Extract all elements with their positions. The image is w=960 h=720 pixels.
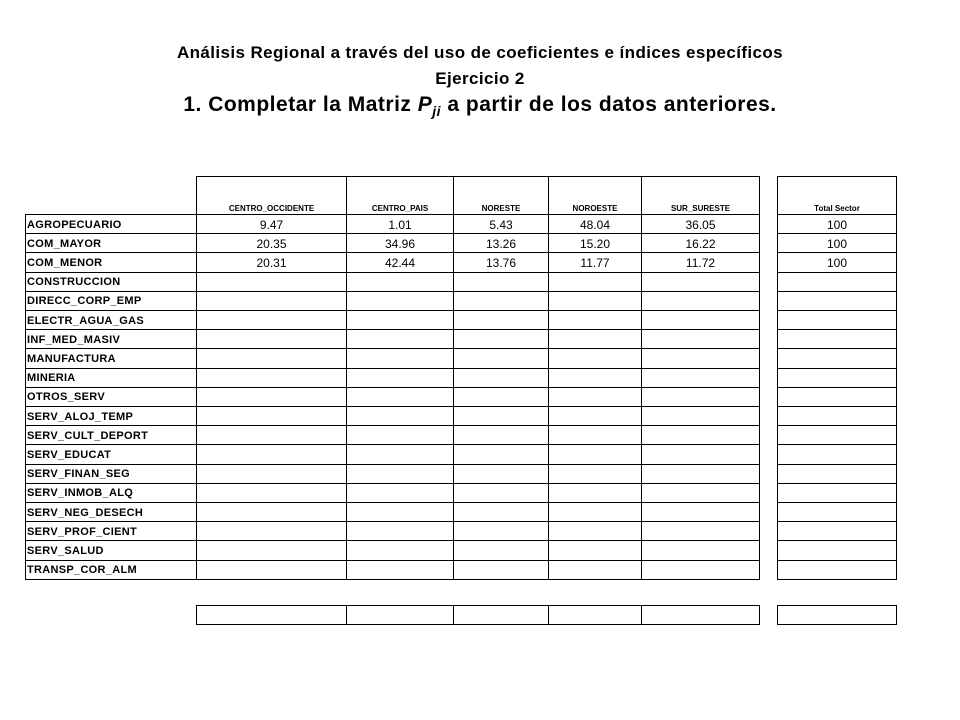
column-total-cell[interactable] — [641, 605, 760, 625]
value-cell[interactable] — [196, 521, 346, 541]
value-cell[interactable] — [346, 425, 453, 445]
value-cell[interactable] — [453, 272, 548, 292]
total-cell[interactable]: 100 — [777, 214, 897, 234]
value-cell[interactable] — [453, 483, 548, 503]
value-cell[interactable] — [548, 540, 641, 560]
value-cell[interactable] — [453, 444, 548, 464]
value-cell[interactable] — [548, 483, 641, 503]
value-cell[interactable] — [453, 560, 548, 580]
value-cell[interactable] — [641, 521, 760, 541]
row-label: AGROPECUARIO — [25, 214, 196, 234]
value-cell[interactable] — [641, 464, 760, 484]
total-cell[interactable] — [777, 540, 897, 560]
row-label: SERV_CULT_DEPORT — [25, 425, 196, 445]
value-cell[interactable] — [641, 310, 760, 330]
value-cell[interactable] — [641, 406, 760, 426]
row-label: SERV_NEG_DESECH — [25, 502, 196, 522]
value-cell[interactable] — [196, 348, 346, 368]
title-line-3-prefix: 1. Completar la Matriz — [183, 93, 418, 116]
value-cell[interactable] — [641, 483, 760, 503]
value-cell[interactable] — [453, 406, 548, 426]
row-label: SERV_FINAN_SEG — [25, 464, 196, 484]
value-cell[interactable]: 9.47 — [196, 214, 346, 234]
value-cell[interactable]: 15.20 — [548, 233, 641, 253]
total-cell[interactable] — [777, 406, 897, 426]
total-cell[interactable] — [777, 464, 897, 484]
value-cell[interactable]: 48.04 — [548, 214, 641, 234]
column-total-cell[interactable] — [346, 605, 453, 625]
value-cell[interactable]: 20.35 — [196, 233, 346, 253]
row-label: MANUFACTURA — [25, 348, 196, 368]
row-label: SERV_PROF_CIENT — [25, 521, 196, 541]
value-cell[interactable] — [641, 272, 760, 292]
value-cell[interactable] — [641, 425, 760, 445]
value-cell[interactable] — [548, 291, 641, 311]
title-line-2: Ejercicio 2 — [435, 69, 525, 88]
value-cell[interactable] — [196, 464, 346, 484]
total-cell[interactable] — [777, 272, 897, 292]
value-cell[interactable] — [346, 483, 453, 503]
value-cell[interactable] — [641, 387, 760, 407]
row-label: OTROS_SERV — [25, 387, 196, 407]
value-cell[interactable] — [196, 560, 346, 580]
value-cell[interactable] — [548, 272, 641, 292]
value-cell[interactable]: 11.77 — [548, 252, 641, 272]
total-cell[interactable] — [777, 483, 897, 503]
row-label: SERV_INMOB_ALQ — [25, 483, 196, 503]
value-cell[interactable] — [453, 540, 548, 560]
value-cell[interactable] — [196, 444, 346, 464]
column-header: CENTRO_OCCIDENTE — [196, 176, 346, 214]
value-cell[interactable]: 36.05 — [641, 214, 760, 234]
column-total-cell[interactable] — [196, 605, 346, 625]
total-cell[interactable] — [777, 502, 897, 522]
value-cell[interactable] — [641, 291, 760, 311]
total-cell[interactable] — [777, 329, 897, 349]
value-cell[interactable] — [346, 464, 453, 484]
value-cell[interactable] — [453, 464, 548, 484]
value-cell[interactable] — [453, 348, 548, 368]
value-cell[interactable] — [346, 272, 453, 292]
value-cell[interactable] — [548, 425, 641, 445]
value-cell[interactable] — [346, 521, 453, 541]
total-cell[interactable] — [777, 425, 897, 445]
total-cell[interactable] — [777, 348, 897, 368]
value-cell[interactable] — [548, 521, 641, 541]
value-cell[interactable] — [641, 329, 760, 349]
value-cell[interactable] — [641, 560, 760, 580]
value-cell[interactable]: 1.01 — [346, 214, 453, 234]
value-cell[interactable] — [196, 291, 346, 311]
total-cell[interactable] — [777, 310, 897, 330]
value-cell[interactable]: 5.43 — [453, 214, 548, 234]
total-cell[interactable] — [777, 368, 897, 388]
value-cell[interactable] — [641, 502, 760, 522]
value-cell[interactable] — [641, 540, 760, 560]
value-cell[interactable] — [346, 291, 453, 311]
row-label: SERV_EDUCAT — [25, 444, 196, 464]
value-cell[interactable]: 20.31 — [196, 252, 346, 272]
value-cell[interactable] — [346, 387, 453, 407]
value-cell[interactable] — [453, 368, 548, 388]
value-cell[interactable] — [196, 540, 346, 560]
value-cell[interactable] — [548, 464, 641, 484]
value-cell[interactable] — [346, 444, 453, 464]
value-cell[interactable] — [196, 502, 346, 522]
value-cell[interactable] — [196, 406, 346, 426]
title-line-3 — [0, 93, 960, 119]
title-line-1: Análisis Regional a través del uso de coeficientes e índices específicos — [176, 43, 784, 62]
row-label: ELECTR_AGUA_GAS — [25, 310, 196, 330]
column-header: NORESTE — [453, 176, 548, 214]
value-cell[interactable] — [346, 406, 453, 426]
value-cell[interactable] — [196, 368, 346, 388]
value-cell[interactable] — [641, 348, 760, 368]
row-label: SERV_SALUD — [25, 540, 196, 560]
value-cell[interactable] — [196, 483, 346, 503]
value-cell[interactable] — [453, 329, 548, 349]
row-label: MINERIA — [25, 368, 196, 388]
column-header: NOROESTE — [548, 176, 641, 214]
value-cell[interactable] — [548, 387, 641, 407]
total-cell[interactable] — [777, 521, 897, 541]
value-cell[interactable] — [548, 348, 641, 368]
total-sector-header: Total Sector — [777, 176, 897, 214]
column-total-cell[interactable] — [453, 605, 548, 625]
value-cell[interactable] — [196, 272, 346, 292]
grand-total-cell[interactable] — [777, 605, 897, 625]
value-cell[interactable] — [548, 368, 641, 388]
value-cell[interactable] — [346, 329, 453, 349]
value-cell[interactable] — [196, 425, 346, 445]
value-cell[interactable]: 13.26 — [453, 233, 548, 253]
total-cell[interactable] — [777, 444, 897, 464]
value-cell[interactable] — [346, 502, 453, 522]
value-cell[interactable] — [453, 502, 548, 522]
column-header: SUR_SURESTE — [641, 176, 760, 214]
value-cell[interactable] — [453, 291, 548, 311]
value-cell[interactable] — [548, 310, 641, 330]
column-total-cell[interactable] — [548, 605, 641, 625]
value-cell[interactable] — [641, 444, 760, 464]
value-cell[interactable] — [196, 387, 346, 407]
value-cell[interactable] — [346, 348, 453, 368]
value-cell[interactable] — [548, 560, 641, 580]
total-cell[interactable] — [777, 560, 897, 580]
row-label: COM_MENOR — [25, 252, 196, 272]
value-cell[interactable] — [196, 310, 346, 330]
value-cell[interactable]: 42.44 — [346, 252, 453, 272]
value-cell[interactable] — [346, 560, 453, 580]
value-cell[interactable] — [548, 502, 641, 522]
row-label: SERV_ALOJ_TEMP — [25, 406, 196, 426]
value-cell[interactable] — [641, 368, 760, 388]
row-label: COM_MAYOR — [25, 233, 196, 253]
matrix-subscript: ji — [432, 103, 442, 119]
value-cell[interactable] — [548, 406, 641, 426]
value-cell[interactable] — [453, 387, 548, 407]
value-cell[interactable] — [346, 368, 453, 388]
title-line-3-suffix: a partir de los datos anteriores. — [441, 93, 777, 116]
column-header: CENTRO_PAIS — [346, 176, 453, 214]
total-cell[interactable] — [777, 387, 897, 407]
value-cell[interactable] — [453, 521, 548, 541]
value-cell[interactable] — [346, 540, 453, 560]
value-cell[interactable] — [346, 310, 453, 330]
matrix-symbol: P — [417, 93, 433, 116]
value-cell[interactable] — [453, 310, 548, 330]
value-cell[interactable] — [548, 444, 641, 464]
value-cell[interactable] — [453, 425, 548, 445]
total-cell[interactable] — [777, 291, 897, 311]
row-label: INF_MED_MASIV — [25, 329, 196, 349]
value-cell[interactable] — [548, 329, 641, 349]
value-cell[interactable] — [196, 329, 346, 349]
total-cell[interactable]: 100 — [777, 233, 897, 253]
value-cell[interactable]: 16.22 — [641, 233, 760, 253]
total-cell[interactable]: 100 — [777, 252, 897, 272]
value-cell[interactable]: 34.96 — [346, 233, 453, 253]
row-label: CONSTRUCCION — [25, 272, 196, 292]
value-cell[interactable]: 13.76 — [453, 252, 548, 272]
row-label: TRANSP_COR_ALM — [25, 560, 196, 580]
row-label: DIRECC_CORP_EMP — [25, 291, 196, 311]
value-cell[interactable]: 11.72 — [641, 252, 760, 272]
